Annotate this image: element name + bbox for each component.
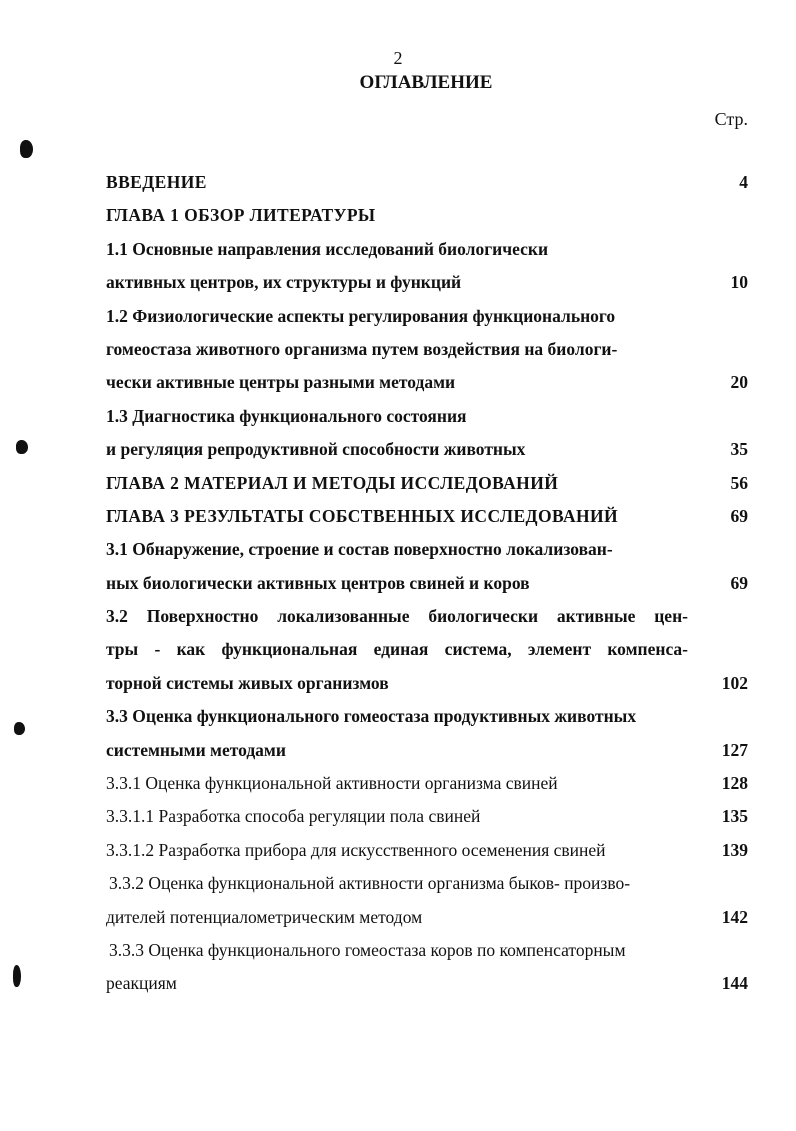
toc-entry — [106, 767, 748, 800]
toc-entry-line: системными методами — [106, 739, 286, 760]
toc-entry-line: гомеостаза животного организма путем воздействия на биологи- — [106, 338, 618, 359]
toc-entry-line: ГЛАВА 1 ОБЗОР ЛИТЕРАТУРЫ — [106, 205, 376, 226]
page-column-label: Стр. — [714, 109, 748, 129]
toc-page-number: 102 — [721, 672, 748, 693]
toc-entry — [106, 800, 748, 833]
toc-page-number: 69 — [730, 505, 748, 526]
toc-entry — [106, 467, 748, 500]
scan-mark — [13, 965, 21, 987]
toc-page-number: 4 — [739, 172, 748, 192]
toc-entry-line: 3.3.1 Оценка функциональной активности организма свиней — [106, 773, 558, 794]
toc-entry-line: 3.3 Оценка функционального гомеостаза продуктивных животных — [106, 706, 637, 727]
toc-entry-line: 1.1 Основные направления исследований биологически — [106, 238, 549, 259]
toc-entry-line: торной системы живых организмов — [106, 672, 389, 693]
toc-entry — [106, 500, 748, 533]
toc-entry-line: 3.3.3 Оценка функционального гомеостаза коров по компенсаторным — [109, 939, 626, 960]
toc-page-number: 127 — [721, 739, 748, 760]
toc-entry — [106, 199, 748, 232]
toc-page-number: 135 — [721, 806, 748, 827]
toc-page-number: 69 — [730, 572, 748, 593]
toc-entry-line: активных центров, их структуры и функций — [106, 272, 462, 293]
toc-entry — [106, 233, 748, 300]
toc-page-number: 10 — [730, 272, 748, 293]
toc-entry-line: дителей потенциалометрическим методом — [106, 906, 423, 927]
toc-page-number: 142 — [721, 906, 748, 927]
toc-page-number: 128 — [721, 773, 748, 794]
toc-entry-line: 1.3 Диагностика функционального состояния — [106, 405, 467, 426]
toc-page-number: 144 — [721, 973, 748, 994]
scan-mark — [14, 722, 25, 735]
toc-entry-line: реакциям — [106, 973, 177, 994]
toc-entry — [106, 166, 748, 199]
page-title: ОГЛАВЛЕНИЕ — [359, 72, 493, 93]
toc-entry — [106, 867, 748, 934]
toc-page-number — [688, 199, 748, 232]
scan-mark — [16, 440, 28, 454]
toc-page-number: 56 — [730, 472, 748, 493]
toc-entry — [106, 300, 748, 400]
scan-mark — [20, 140, 33, 158]
toc-entry-line: тры - как функциональная единая система, элемент компенса- — [106, 639, 688, 660]
toc-entry — [106, 400, 748, 467]
toc-entry-line: 3.2 Поверхностно локализованные биологически активные цен- — [106, 606, 688, 627]
page-number: 2 — [393, 48, 403, 68]
toc-entry-line: чески активные центры разными методами — [106, 372, 456, 393]
toc-entry-line: 1.2 Физиологические аспекты регулирования функционального — [106, 305, 616, 326]
toc-entry-line: ГЛАВА 3 РЕЗУЛЬТАТЫ СОБСТВЕННЫХ ИССЛЕДОВАНИЙ — [106, 505, 619, 526]
toc-entry-line: ВВЕДЕНИЕ — [106, 172, 207, 192]
toc-entry — [106, 834, 748, 867]
toc-entry-line: 3.3.1.1 Разработка способа регуляции пола свиней — [106, 806, 481, 827]
toc-entry-line: и регуляция репродуктивной способности животных — [106, 439, 526, 460]
toc-entry — [106, 934, 748, 1001]
toc-page-number: 35 — [730, 439, 748, 460]
toc-entry-line: 3.3.2 Оценка функциональной активности организма быков- произво- — [109, 873, 631, 894]
toc-page-number: 139 — [721, 839, 748, 860]
toc-entry — [106, 533, 748, 600]
toc-entry-line: 3.1 Обнаружение, строение и состав поверхностно локализован- — [106, 539, 613, 560]
toc-entry-line: ГЛАВА 2 МАТЕРИАЛ И МЕТОДЫ ИССЛЕДОВАНИЙ — [106, 472, 559, 493]
toc-entry — [106, 700, 748, 767]
toc-entry — [106, 600, 748, 700]
toc-entry-line: 3.3.1.2 Разработка прибора для искусственного осеменения свиней — [106, 839, 606, 860]
toc-entry-line: ных биологически активных центров свиней и коров — [106, 572, 530, 593]
toc-page-number: 20 — [730, 372, 748, 393]
toc-list — [106, 166, 748, 1001]
